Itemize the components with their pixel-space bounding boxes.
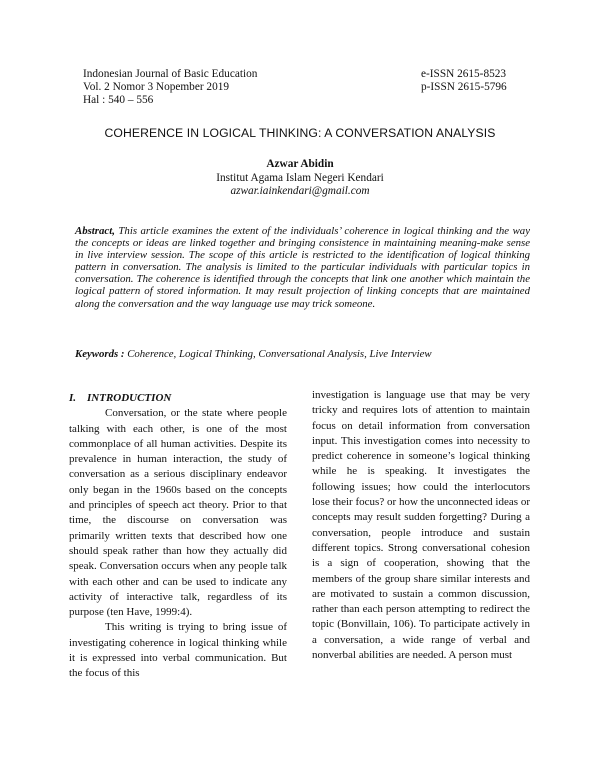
- author-affiliation: Institut Agama Islam Negeri Kendari: [216, 171, 384, 184]
- author-block: [0, 158, 600, 199]
- abstract-label: Abstract,: [75, 225, 115, 237]
- paragraph: investigation is language use that may be very tricky and requires lots of attention to maintain focus on detail information from conversation input. This investigation comes into necessity to predict coherence in someone’s logical thinking while he is speaking. It investigates the following issues; how could the interlocutors lose their focus? or how the unconnected ideas or concepts may result sudden forgetting? During a conversation, people introduce and sustain different topics. Strong conversational cohesion is a sign of cooperation, showing that the members of the group share similar interests and are motivated to sustain a common discussion, rather than each person attempting to redirect the topic (Bonvillain, 106). To participate actively in a conversation, a wide range of verbal and nonverbal abilities are needed. A person must: [312, 389, 530, 662]
- paragraph: This writing is trying to bring issue of investigating coherence in logical thinking while it is expressed into verbal communication. But the focus of this: [69, 621, 287, 680]
- author-email: azwar.iainkendari@gmail.com: [230, 185, 370, 197]
- journal-name: Indonesian Journal of Basic Education: [83, 68, 258, 80]
- section-title: INTRODUCTION: [87, 392, 172, 404]
- keywords-text: Coherence, Logical Thinking, Conversational Analysis, Live Interview: [127, 348, 432, 360]
- keywords: [75, 348, 530, 360]
- section-number: I.: [69, 392, 77, 404]
- paper-title: COHERENCE IN LOGICAL THINKING: A CONVERSATION ANALYSIS: [104, 126, 496, 140]
- issn-info: [421, 68, 507, 94]
- body-column-left: [69, 391, 287, 682]
- section-heading: [69, 391, 287, 406]
- author-name: Azwar Abidin: [266, 158, 334, 170]
- keywords-label: Keywords :: [75, 348, 125, 360]
- p-issn: p-ISSN 2615-5796: [421, 81, 507, 93]
- e-issn: e-ISSN 2615-8523: [421, 68, 507, 80]
- journal-pages: Hal : 540 – 556: [83, 94, 154, 106]
- paragraph: Conversation, or the state where people talking with each other, is one of the most commonplace of all human activities. Despite its prevalence in human interaction, the study of conversation as a serious disciplinary endeavor only began in the 1960s based on the concepts and principles of speech act theory. Prior to that time, the discourse on conversation was primarily written texts that described how one should speak rather than how they actually did speak. Conversation occurs when any people talk with each other and can be used to indicate any activity of interactive talk, regardless of its purpose (ten Have, 1999:4).: [69, 407, 287, 619]
- journal-info: [83, 68, 257, 107]
- abstract: [75, 225, 530, 310]
- abstract-text: This article examines the extent of the individuals’ coherence in logical thinking and the way the concepts or ideas are linked together and bringing consistence in maintaining meaning-make sense in live interview session. The scope of this article is restricted to the identification of logical thinking pattern in conversation. The analysis is limited to the particular individuals with particular topics in conversation. The coherence is identified through the concepts that link one another which maintain the logical pattern of stored information. It may result projection of linking concepts that are maintained along the conversation and the way language use may trick someone.: [75, 225, 530, 310]
- journal-volume: Vol. 2 Nomor 3 Nopember 2019: [83, 81, 230, 93]
- body-column-right: [312, 391, 530, 663]
